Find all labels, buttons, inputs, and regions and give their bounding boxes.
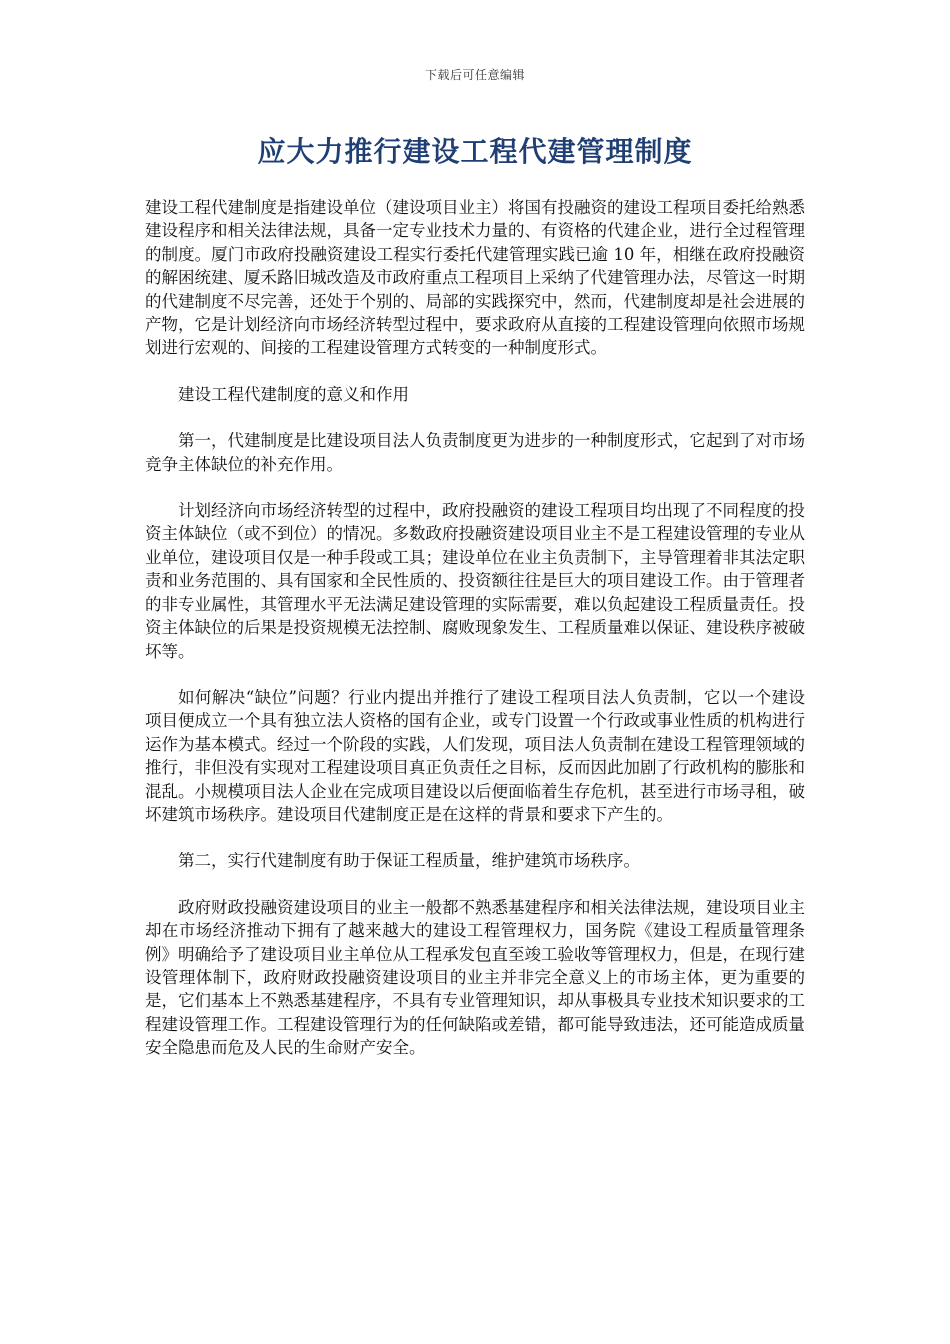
- paragraph-point-two: 第二，实行代建制度有助于保证工程质量，维护建筑市场秩序。: [178, 851, 640, 871]
- paragraph-investor-absence: 计划经济向市场经济转型的过程中，政府投融资的建设工程项目均出现了不同程度的投资主体缺位（或不到位）的情况。多数政府投融资建设项目业主不是工程建设管理的专业从业单位，建设项目仅是一种手段或工具；建设单位在业主负责制下，主导管理着非其法定职责和业务范围的、具有国家和全民性质的、投资额往往是巨大的项目建设工作。由于管理者的非专业属性，其管理水平无法满足建设管理的实际需要，难以负起建设工程质量责任。投资主体缺位的后果是投资规模无法控制、腐败现象发生、工程质量难以保证、建设秩序被破坏等。: [145, 501, 805, 661]
- document-body: [145, 196, 805, 1083]
- header-note: 下载后可任意编辑: [424, 68, 525, 82]
- document-title: 应大力推行建设工程代建管理制度: [257, 135, 693, 168]
- section-heading-significance: 建设工程代建制度的意义和作用: [178, 384, 409, 404]
- paragraph-quality: 政府财政投融资建设项目的业主一般都不熟悉基建程序和相关法律法规，建设项目业主却在市场经济推动下拥有了越来越大的建设工程管理权力，国务院《建设工程质量管理条例》明确给予了建设项目业主单位从工程承发包直至竣工验收等管理权力，但是，在现行建设管理体制下，政府财政投融资建设项目的业主并非完全意义上的市场主体，更为重要的是，它们基本上不熟悉基建程序，不具有专业管理知识，却从事极具专业技术知识要求的工程建设管理工作。工程建设管理行为的任何缺陷或差错，都可能导致违法，还可能造成质量安全隐患而危及人民的生命财产安全。: [145, 897, 805, 1058]
- paragraph-legal-person: 如何解决“缺位”问题？行业内提出并推行了建设工程项目法人负责制，它以一个建设项目便成立一个具有独立法人资格的国有企业，或专门设置一个行政或事业性质的机构进行运作为基本模式。经过一个阶段的实践，人们发现，项目法人负责制在建设工程管理领域的推行，非但没有实现对工程建设项目真正负责任之目标，反而因此加剧了行政机构的膨胀和混乱。小规模项目法人企业在完成项目建设以后便面临着生存危机，甚至进行市场寻租，破坏建筑市场秩序。建设项目代建制度正是在这样的背景和要求下产生的。: [145, 687, 805, 824]
- paragraph-point-one: 第一，代建制度是比建设项目法人负责制度更为进步的一种制度形式，它起到了对市场竞争主体缺位的补充作用。: [145, 431, 805, 474]
- paragraph-intro: 建设工程代建制度是指建设单位（建设项目业主）将国有投融资的建设工程项目委托给熟悉建设程序和相关法律法规，具备一定专业技术力量的、有资格的代建企业，进行全过程管理的制度。厦门市政府投融资建设工程实行委托代建管理实践已逾 10 年，相继在政府投融资的解困统建、厦禾路旧城改造及市政府重点工程项目上采纳了代建管理办法，尽管这一时期的代建制度不尽完善，还处于个别的、局部的实践探究中，然而，代建制度却是社会进展的产物，它是计划经济向市场经济转型过程中，要求政府从直接的工程建设管理向依照市场规划进行宏观的、间接的工程建设管理方式转变的一种制度形式。: [145, 198, 805, 358]
